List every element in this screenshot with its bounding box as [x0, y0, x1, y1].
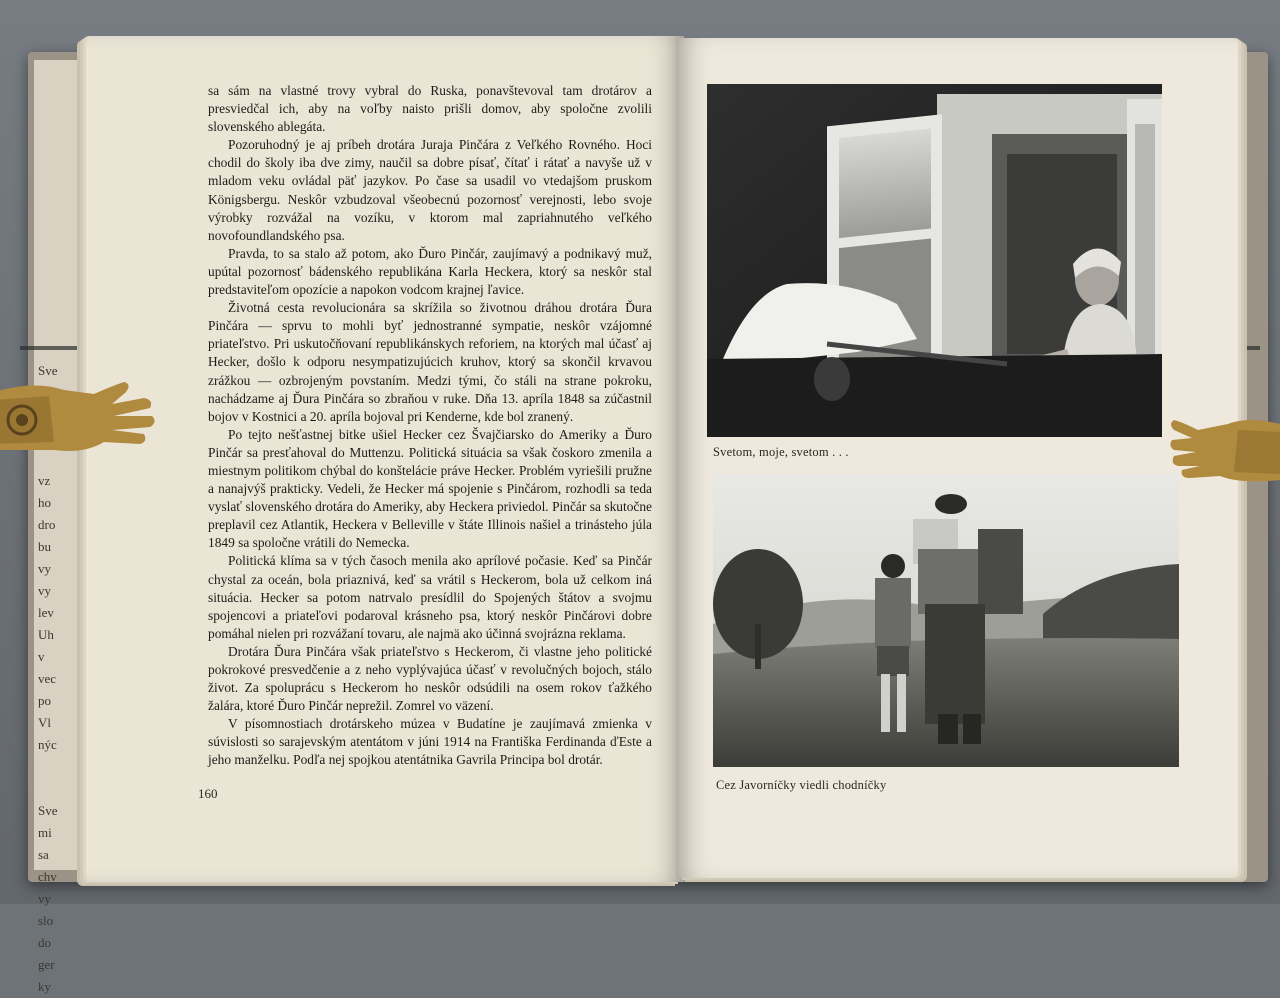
- paragraph: Pravda, to sa stalo až potom, ako Ďuro Pinčár, zaujímavý a podnikavý muž, upútal pozornosť bádenského republikána Karla Heckera, ktorý sa neskôr stal predstaviteľom opozície a napokon vodcom krajnej ľavice.: [208, 245, 652, 298]
- paragraph: Životná cesta revolucionára sa skrížila so životnou dráhou drotára Ďura Pinčára — sprvu to mohli byť jednostranné sympatie, neskôr vzájomné priateľstvo. Pri uskutočňovaní republikánskych reforiem, na ktorých mal účasť aj Hecker, došlo k odporu nesympatizujúcich kruhov, ktorý sa skončil krvavou zrážkou — ozbrojeným povstaním. Medzi tými, čo stáli na strane pokroku, nachádzame aj Ďura Pinčára so zbraňou v ruke. Dňa 13. apríla 1848 sa zúčastnil bojov v Kostnici a 20. apríla bojoval pri Kenderne, kde bol zranený.: [208, 300, 652, 424]
- brass-hand-page-holder-icon: [0, 372, 164, 472]
- paragraph: Drotára Ďura Pinčára však priateľstvo s Heckerom, či vlastne jeho politické pokrokové presvedčenie a z neho vyplývajúca účasť v revolučných bojoch, stálo život. Za spoluprácu s Heckerom ho neskôr odsúdili na osem rokov ťažkého žalára, ktoré Ďuro Pinčár neprežil. Zomrel vo väzení.: [208, 643, 652, 714]
- photo-man-and-boy-in-meadow: [713, 474, 1179, 767]
- photo-woman-at-window: [707, 84, 1162, 437]
- paragraph: sa sám na vlastné trovy vybral do Ruska, ponavštevoval tam drotárov a presviedčal ich, aby na voľby naisto prišli domov, aby spoločne zvolili slovenského ablegáta.: [208, 83, 652, 135]
- left-page-text: [208, 82, 652, 770]
- paragraph: V písomnostiach drotárskeho múzea v Budatíne je zaujímavá zmienka v súvislosti so sarajevským atentátom v júni 1914 na Františka Ferdinanda ďEste a jeho manželku. Podľa nej spojkou atentátnika Gavrila Principa bol drotár.: [208, 716, 652, 768]
- paragraph: Politická klíma sa v tých časoch menila ako aprílové počasie. Keď sa Pinčár chystal za oceán, bola priaznivá, keď sa vrátil s Heckerom, bola už celkom iná situácia. Hecker sa potom natrvalo presídlil do Spojených štátov a svojmu spojencovi a priateľovi podaroval krásneho psa, ktorý neskôr Pinčárovi dobre pomáhal nielen pri rozvážaní tovaru, ale najmä ako účinná svojrázna reklama.: [208, 553, 652, 641]
- brass-hand-page-holder-icon: [1168, 410, 1280, 495]
- paragraph: Pozoruhodný je aj príbeh drotára Juraja Pinčára z Veľkého Rovného. Hoci chodil do školy iba dve zimy, naučil sa dobre písať, čítať i rátať a navyše už v mladom veku ovládal päť jazykov. Po čase sa usadil vo vtedajšom pruskom Königsbergu. Neskôr vzbudzoval všeobecnú pozornosť verejnosti, lebo svoje výrobky rozvážal na vozíku, v ktorom mal zapriahnutého veľkého novofoundlandského psa.: [208, 137, 652, 243]
- underlying-page-text: Sve vz ho dro bu vy vy lev Uh v vec po Vl nýc Sve mi sa chv vy slo do ger ky: [38, 363, 58, 994]
- photo-caption: Svetom, moje, svetom . . .: [713, 445, 849, 459]
- photo-caption: Cez Javorníčky viedli chodníčky: [716, 778, 887, 792]
- paragraph: Po tejto nešťastnej bitke ušiel Hecker cez Švajčiarsko do Ameriky a Ďuro Pinčár sa presťahoval do Muttenzu. Politická situácia sa však čoskoro zmenila a miestnym politikom chýbal do konštelácie práve Hecker. Problém vyriešili pružne a nanajvýš prakticky. Vedeli, že Hecker má spojenie s Pinčárom, rozhodli sa teda vyslať slovenského drotára do Ameriky, aby Heckera priviedol. Pinčár sa skutočne preplavil cez Atlantik, Heckera v Belleville v štáte Illinois našiel a trinásteho júla 1849 sa spoločne vrátili do Nemecka.: [208, 426, 652, 551]
- page-number: 160: [198, 786, 218, 801]
